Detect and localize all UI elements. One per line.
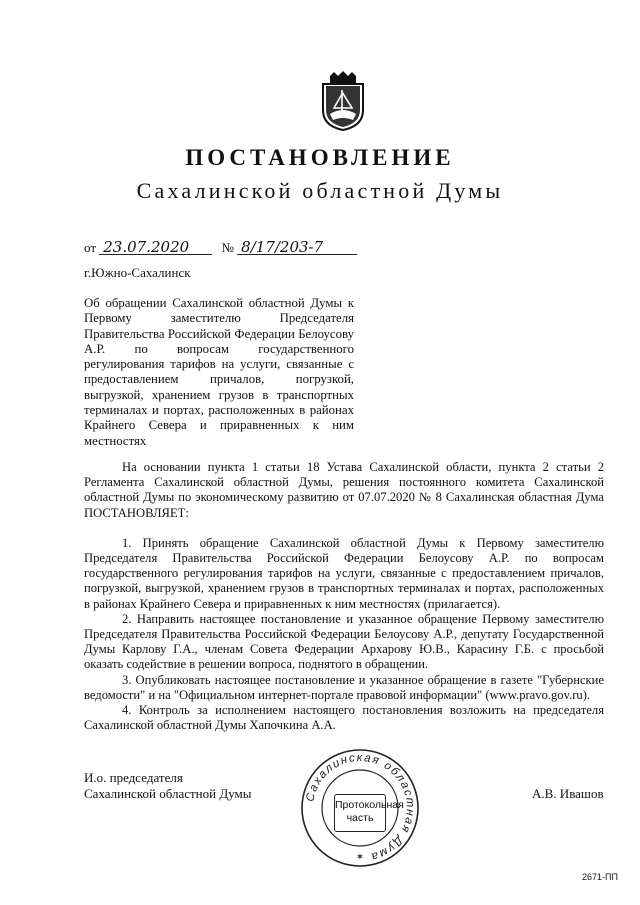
stamp-inner-line-1: Протокольная	[335, 799, 404, 811]
item-1-paragraph: 1. Принять обращение Сахалинской областной Думы к Первому заместителю Председателя Правительства Российской Федерации Белоусову А.Р. по вопросам государственного регулирования тарифов на услуги, связанные с предоставлением причалов, погрузкой, выгрузкой, хранением грузов в транспортных терминалах и портах, расположенных в районах Крайнего Севера и приравненных к ним местностях (прилагается).	[84, 535, 604, 611]
signature-position-line-1: И.о. председателя	[84, 770, 183, 785]
date-number-row	[84, 240, 357, 256]
stamp-inner-box	[334, 794, 404, 832]
stamp-ring-text: Сахалинская областная Дума	[304, 751, 417, 863]
official-stamp	[300, 748, 420, 868]
signature-position-line-2: Сахалинской областной Думы	[84, 786, 252, 801]
date-value: 23.07.2020	[99, 240, 212, 255]
preamble-paragraph: На основании пункта 1 статьи 18 Устава Сахалинской области, пункта 2 статьи 2 Регламента Сахалинской областной Думы, решения постоянного комитета Сахалинской областной Думы по экономическому развитию от 07.07.2020 № 8 Сахалинская областная Дума ПОСТАНОВЛЯЕТ:	[84, 460, 604, 520]
number-value: 8/17/203-7	[237, 240, 357, 255]
subject-heading: Об обращении Сахалинской областной Думы к Первому заместителю Председателя Правительства Российской Федерации Белоусову А.Р. по вопросам государственного регулирования тарифов на услуги, связанные с предоставлением причалов, погрузкой, выгрузкой, хранением грузов в транспортных терминалах и портах, расположенных в районах Крайнего Севера и приравненных к ним местностях	[84, 296, 354, 448]
item-3-paragraph: 3. Опубликовать настоящее постановление и указанное обращение в газете "Губернские ведомости" и на "Официальном интернет-портале правовой информации" (www.pravo.gov.ru).	[84, 672, 604, 702]
signature-position	[84, 770, 252, 802]
date-prefix: от	[84, 240, 97, 255]
item-4-paragraph: 4. Контроль за исполнением настоящего постановления возложить на председателя Сахалинской областной Думы Хапочкина А.А.	[84, 703, 604, 733]
document-title: ПОСТАНОВЛЕНИЕ	[185, 145, 455, 170]
item-2-paragraph: 2. Направить настоящее постановление и указанное обращение Первому заместителю Председателя Правительства Российской Федерации Белоусову А.Р., депутату Государственной Думы Карлову Г.А., членам Совета Федерации Архарову Ю.В., Карасину Г.Б. с просьбой оказать содействие в решении вопроса, поднятого в обращении.	[84, 611, 604, 672]
number-prefix: №	[221, 240, 234, 255]
document-subtitle: Сахалинской областной Думы	[136, 178, 504, 203]
city: г.Южно-Сахалинск	[84, 265, 191, 280]
document-body	[84, 460, 604, 733]
stamp-inner-line-2: часть	[346, 812, 374, 824]
signature-name: А.В. Ивашов	[532, 786, 604, 801]
footer-code: 2671-ПП	[582, 872, 618, 882]
stamp-star-icon: ✶	[355, 852, 365, 863]
sakhalin-coat-of-arms-icon	[320, 70, 366, 132]
